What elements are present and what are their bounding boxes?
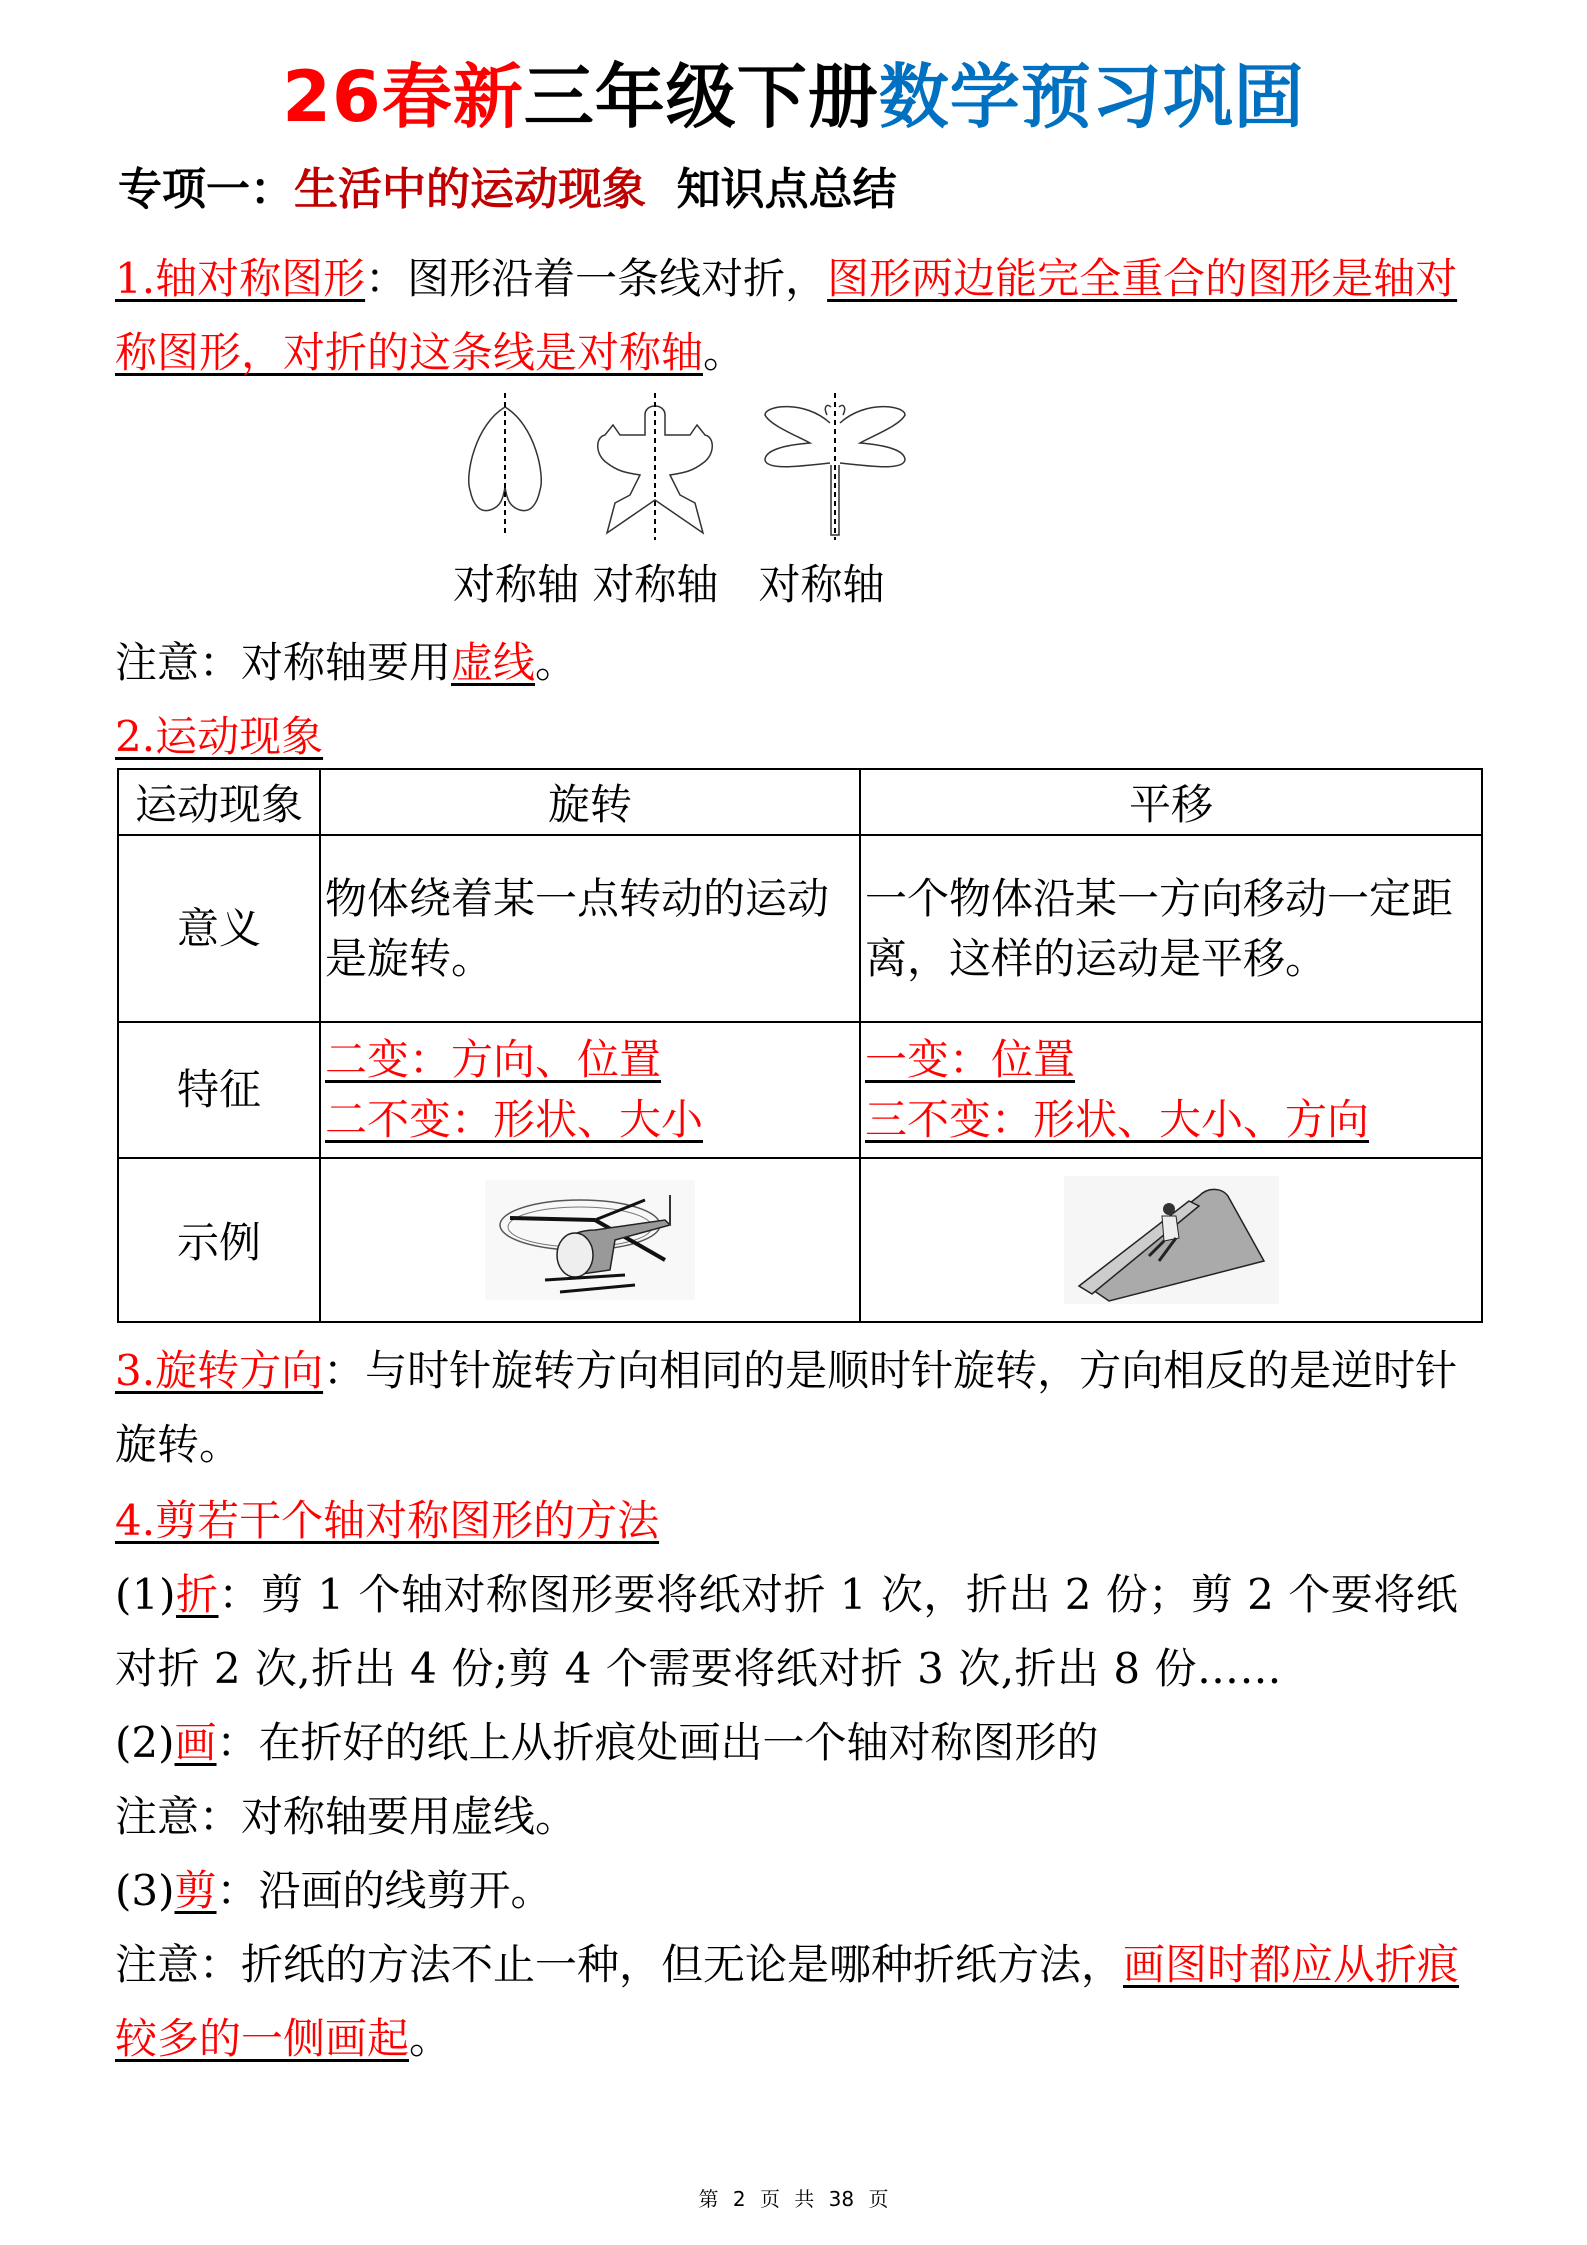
- note-text: 注意：折纸的方法不止一种，但无论是哪种折纸方法，: [115, 1940, 1124, 1989]
- section-subtitle: [118, 160, 897, 220]
- period: 。: [703, 328, 746, 377]
- section2-heading: 2.运动现象: [115, 712, 324, 761]
- note-highlight: 画图时都应从折痕较多的一侧画起: [115, 1940, 1460, 2063]
- feature-line: 一变：位置: [865, 1035, 1076, 1084]
- row-label: 特征: [118, 1022, 320, 1158]
- step1-paragraph: [115, 1558, 1485, 1706]
- page-number: 第 2 页 共 38 页: [698, 2187, 889, 2211]
- section1-paragraph: [115, 242, 1485, 390]
- translation-meaning: 一个物体沿某一方向移动一定距离，这样的运动是平移。: [860, 835, 1482, 1022]
- title-grade: 三年级下册: [523, 56, 879, 138]
- title-subject: 数学预习巩固: [878, 56, 1305, 138]
- step3-paragraph: [115, 1854, 1485, 1928]
- symmetry-figures: [465, 385, 1005, 540]
- step-number: (2): [115, 1718, 175, 1767]
- table-header: 平移: [860, 769, 1482, 835]
- figure-labels: [453, 555, 884, 615]
- period: 。: [535, 638, 578, 687]
- rotation-features: [320, 1022, 860, 1158]
- row-label: 示例: [118, 1158, 320, 1322]
- figure-label: 对称轴: [592, 560, 719, 609]
- subtitle-topic: 生活中的运动现象: [294, 164, 646, 215]
- feature-line: 二不变：形状、大小: [325, 1095, 704, 1144]
- note-text: 注意：对称轴要用: [115, 638, 452, 687]
- section3-paragraph: [115, 1334, 1485, 1482]
- step2-text: ：在折好的纸上从折痕处画出一个轴对称图形的: [216, 1718, 1099, 1767]
- note-highlight: 虚线: [451, 638, 536, 687]
- page-title: [0, 52, 1587, 142]
- step1-text: ：剪 1 个轴对称图形要将纸对折 1 次，折出 2 份；剪 2 个要将纸对折 2 次,折出 4 份;剪 4 个需要将纸对折 3 次,折出 8 份……: [115, 1570, 1459, 1693]
- step3-text: ：沿画的线剪开。: [216, 1866, 553, 1915]
- period: 。: [409, 2014, 452, 2063]
- table-row: [118, 1158, 1482, 1322]
- final-note: [115, 1928, 1485, 2076]
- section3-heading: 3.旋转方向: [115, 1346, 324, 1395]
- colon: ：: [365, 254, 408, 303]
- title-year: 26春新: [282, 56, 524, 138]
- slide-icon: [1064, 1176, 1279, 1304]
- section2-heading-row: [115, 700, 1485, 774]
- section3-text: 与时针旋转方向相同的是顺时针旋转，方向相反的是逆时针旋转。: [115, 1346, 1458, 1469]
- table-row: [118, 1022, 1482, 1158]
- step1-key: 折: [176, 1570, 219, 1619]
- step3-key: 剪: [174, 1866, 217, 1915]
- step2-paragraph: [115, 1706, 1485, 1780]
- translation-example: [860, 1158, 1482, 1322]
- step2-key: 画: [174, 1718, 217, 1767]
- rotation-meaning: 物体绕着某一点转动的运动是旋转。: [320, 835, 860, 1022]
- subtitle-prefix: 专项一：: [118, 164, 294, 215]
- figure-label: 对称轴: [758, 560, 885, 609]
- subtitle-suffix: 知识点总结: [676, 164, 897, 215]
- translation-features: [860, 1022, 1482, 1158]
- section4-heading: 4.剪若干个轴对称图形的方法: [115, 1496, 660, 1545]
- table-header: 旋转: [320, 769, 860, 835]
- figure-label: 对称轴: [453, 560, 580, 609]
- section1-note: [115, 626, 1485, 700]
- feature-line: 二变：方向、位置: [325, 1035, 662, 1084]
- table-header: 运动现象: [118, 769, 320, 835]
- note-text: 注意：对称轴要用虚线。: [115, 1792, 578, 1841]
- table-row: [118, 835, 1482, 1022]
- motion-table: [117, 768, 1483, 1323]
- section4-heading-row: [115, 1484, 1485, 1558]
- step-number: (1): [115, 1570, 176, 1619]
- section1-text: 图形沿着一条线对折，: [407, 254, 828, 303]
- dragonfly-shape-icon: [765, 393, 905, 540]
- section1-definition: 图形两边能完全重合的图形是轴对称图形，对折的这条线是对称轴: [115, 254, 1458, 377]
- step-number: (3): [115, 1866, 175, 1915]
- step2-note: [115, 1780, 1485, 1854]
- rotation-example: [320, 1158, 860, 1322]
- colon: ：: [323, 1346, 366, 1395]
- feature-line: 三不变：形状、大小、方向: [865, 1095, 1370, 1144]
- leaf-shape-icon: [469, 393, 541, 535]
- section1-heading: 1.轴对称图形: [115, 254, 366, 303]
- row-label: 意义: [118, 835, 320, 1022]
- table-header-row: [118, 769, 1482, 835]
- helicopter-icon: [485, 1180, 695, 1300]
- kite-shape-icon: [598, 393, 713, 540]
